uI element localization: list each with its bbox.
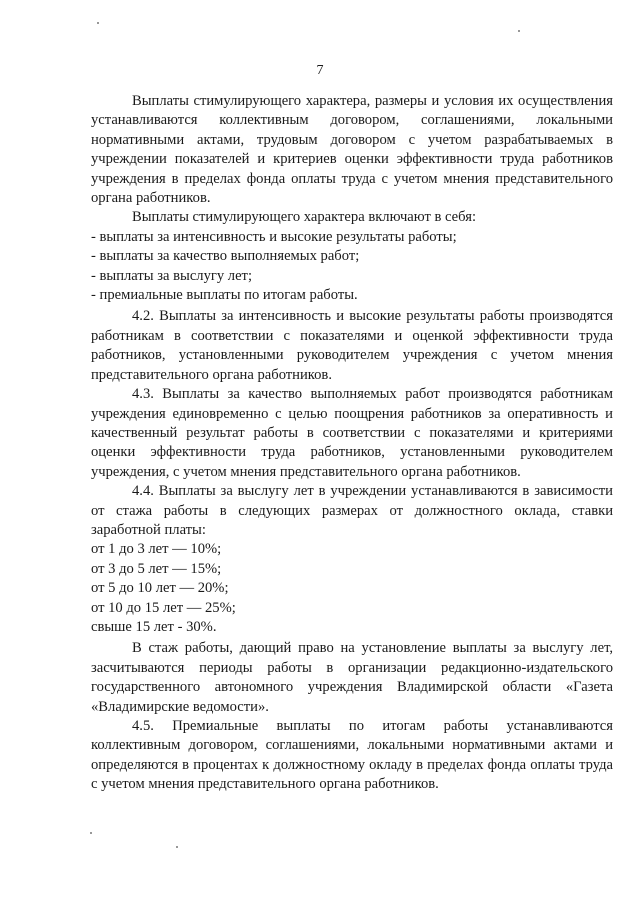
scan-speck <box>97 22 99 24</box>
seniority-rate-5-10-years: от 5 до 10 лет — 20%; <box>91 580 229 597</box>
paragraph-seniority-periods: В стаж работы, дающий право на установление выплаты за выслугу лет, засчитываются периоды работы в организации редакционно-издательского государственного автономного учреждения Владимирской области «Газета «Владимирские ведомости». <box>91 640 613 715</box>
paragraph-section-4-2: 4.2. Выплаты за интенсивность и высокие результаты работы производятся работникам в соответствии с показателями и оценкой эффективности труда работников, установленными руководителем учреждения с учетом мнения представительного органа работников. <box>91 308 613 383</box>
list-item-intensity-payments: - выплаты за интенсивность и высокие результаты работы; <box>91 228 457 245</box>
seniority-rate-3-5-years: от 3 до 5 лет — 15%; <box>91 560 222 577</box>
paragraph-section-4-3: 4.3. Выплаты за качество выполняемых работ производятся работникам учреждения единовременно с целью поощрения работников за оперативность и качественный результат работы в соответствии с показателями и критериями оценки эффективности труда работников, установленными руководителем учреждения, с учетом мнения представительного органа работников. <box>91 386 613 480</box>
paragraph-incentive-payments-include: Выплаты стимулирующего характера включают в себя: <box>132 209 476 226</box>
list-item-bonus-payments: - премиальные выплаты по итогам работы. <box>91 287 358 304</box>
list-item-quality-payments: - выплаты за качество выполняемых работ; <box>91 248 360 265</box>
seniority-rate-over-15-years: свыше 15 лет - 30%. <box>91 618 217 635</box>
scan-speck <box>90 832 92 834</box>
paragraph-section-4-5: 4.5. Премиальные выплаты по итогам работы устанавливаются коллективным договором, соглашениями, локальными нормативными актами и определяются в процентах к должностному окладу в пределах фонда оплаты труда с учетом мнения представительного органа работников. <box>91 718 613 793</box>
scan-speck <box>518 30 520 32</box>
seniority-rate-10-15-years: от 10 до 15 лет — 25%; <box>91 599 236 616</box>
seniority-rate-1-3-years: от 1 до 3 лет — 10%; <box>91 541 222 558</box>
scan-speck <box>176 846 178 848</box>
document-body <box>91 92 613 795</box>
paragraph-section-4-4: 4.4. Выплаты за выслугу лет в учреждении устанавливаются в зависимости от стажа работы в следующих размерах от должностного оклада, ставки заработной платы: <box>91 483 613 538</box>
paragraph-incentive-payments-intro: Выплаты стимулирующего характера, размеры и условия их осуществления устанавливаются коллективным договором, соглашениями, локальными нормативными актами, трудовым договором с учетом разрабатываемых в учреждении показателей и критериев оценки эффективности труда работников учреждения в пределах фонда оплаты труда с учетом мнения представительного органа работников. <box>91 93 613 207</box>
list-item-seniority-payments: - выплаты за выслугу лет; <box>91 267 252 284</box>
page-number: 7 <box>316 63 324 78</box>
